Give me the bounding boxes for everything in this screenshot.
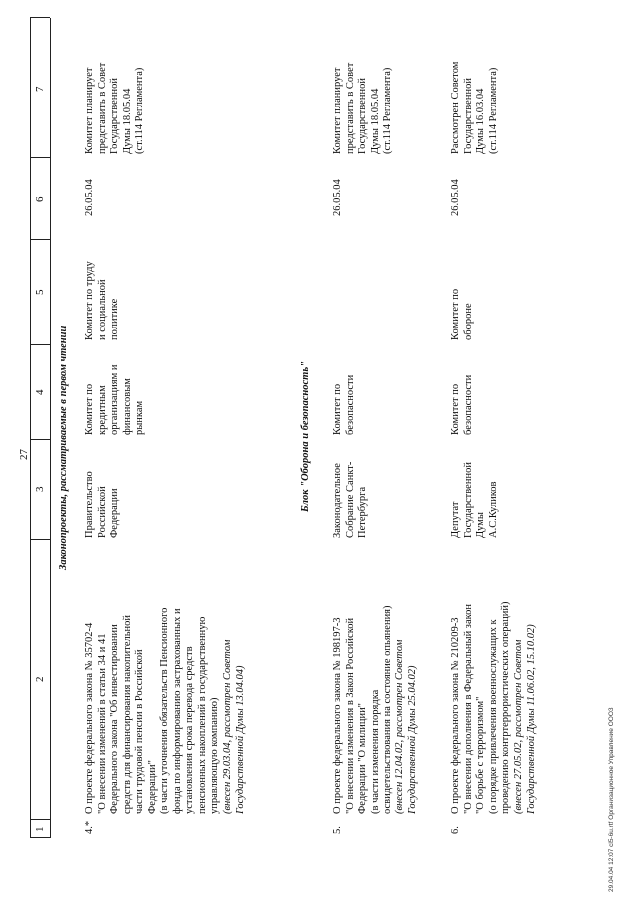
row-4-date: 26.05.04	[84, 179, 95, 216]
page-footer: 29.04.04 12:07 cl5-6u.rtf Организационное Управление ООО3	[608, 707, 615, 892]
row-4-committee: Комитет по кредитным организациям и финансовым рынкам	[84, 364, 145, 435]
row-4-author: Правительство Российской Федерации	[84, 471, 120, 538]
row-5-date: 26.05.04	[332, 179, 343, 216]
row-5-committee: Комитет по безопасности	[332, 374, 356, 435]
row-6-title: О проекте федерального закона № 210209-3 "О внесении дополнения в Федеральный закон "О борьбе с терроризмом" (о порядке привлечения военнослужащих к проведению контртеррористических операций)	[450, 601, 511, 814]
row-5-number: 5.	[332, 826, 343, 834]
row-4-remark: Комитет планирует представить в Совет Государственной Думы 18.05.04 (ст.114 Регламента)	[84, 62, 145, 154]
row-5-author: Законодательное Собрание Санкт- Петербурга	[332, 461, 368, 538]
column-number-2: 2	[34, 676, 46, 682]
column-number-7: 7	[34, 86, 46, 92]
row-4-note: (внесен 29.03.04, рассмотрен Советом Государственной Думы 13.04.04)	[222, 639, 246, 814]
row-6-author: Депутат Государственной Думы А.С.Куликов	[450, 462, 499, 538]
column-number-6: 6	[34, 196, 46, 202]
row-4-number: 4.*	[84, 820, 95, 834]
row-4-co-committee: Комитет по труду и социальной политике	[84, 261, 120, 340]
row-6-date: 26.05.04	[450, 179, 461, 216]
row-6-co-committee: Комитет по обороне	[450, 288, 474, 340]
row-6-committee: Комитет по безопасности	[450, 374, 474, 435]
column-number-4: 4	[34, 389, 46, 395]
column-number-5: 5	[34, 289, 46, 295]
section-title-first-reading: Законопроекты, рассматриваемые в первом чтении	[58, 325, 69, 570]
row-6-remark: Рассмотрен Советом Государственной Думы 16.03.04 (ст.114 Регламента)	[450, 61, 499, 154]
row-5-remark: Комитет планирует представить в Совет Государственной Думы 18.05.04 (ст.114 Регламента)	[332, 62, 393, 154]
column-number-3: 3	[34, 486, 46, 492]
page-number: 27	[18, 449, 30, 460]
row-6-number: 6.	[450, 826, 461, 834]
row-5-note: (внесен 12.04.02, рассмотрен Советом Государственной Думы 25.04.02)	[394, 639, 418, 814]
row-4-title: О проекте федерального закона № 35702-4 "О внесении изменений в статьи 34 и 41 Федерального закона "Об инвестировании средств для финансирования накопительной части трудовой пенсии в Российской Федерации" (в части уточнения обязательств Пенсионного фонда по информированию застрахованных и установления срока перевода средств пенсионных накоплений в государственную управляющую компанию)	[84, 607, 220, 814]
column-number-1: 1	[34, 826, 46, 832]
section-title-defense-security: Блок "Оборона и безопасность"	[300, 361, 311, 512]
row-5-title: О проекте федерального закона № 198197-3 "О внесении изменения в Закон Российской Федерации "О милиции" (в части изменения порядка освидетельствования на состояние опьянения)	[332, 605, 393, 814]
row-6-note: (внесен 27.05.02, рассмотрен Советом Государственной Думы 11.06.02, 15.10.02)	[513, 624, 537, 814]
